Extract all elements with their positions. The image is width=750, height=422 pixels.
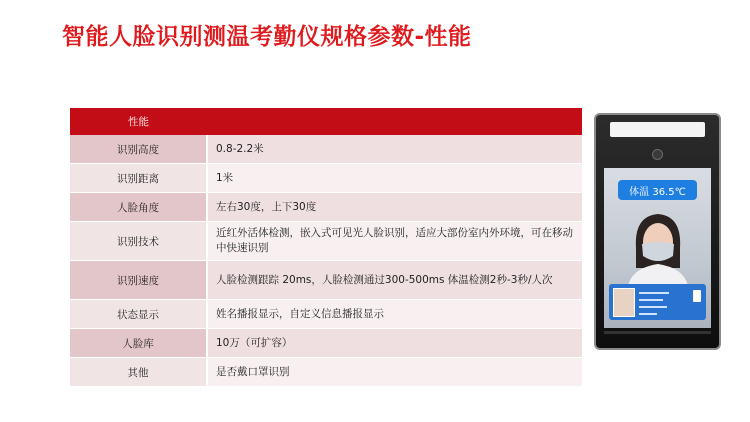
spec-key: 人脸角度 [70,193,207,222]
spec-key: 识别高度 [70,135,207,164]
spec-value: 人脸检测跟踪 20ms，人脸检测通过300-500ms 体温检测2秒-3秒/人次 [207,261,582,300]
check-icon [693,290,701,302]
face-photo [626,208,690,286]
spec-key: 识别距离 [70,164,207,193]
device-image [594,113,721,350]
table-row [70,358,582,387]
table-row [70,261,582,300]
spec-key: 人脸库 [70,329,207,358]
table-row [70,164,582,193]
spec-table [70,108,582,387]
device-bezel-line [604,331,711,334]
avatar [613,288,635,317]
spec-value: 近红外活体检测，嵌入式可见光人脸识别，适应大部份室内外环境，可在移动中快速识别 [207,222,582,261]
spec-value: 姓名播报显示，自定义信息播报显示 [207,300,582,329]
page-title: 智能人脸识别测温考勤仪规格参数-性能 [62,24,472,50]
table-row [70,300,582,329]
spec-key: 其他 [70,358,207,387]
table-row [70,135,582,164]
spec-key: 识别速度 [70,261,207,300]
temperature-badge: 体温 36.5℃ [618,180,697,200]
table-row [70,329,582,358]
spec-value: 左右30度，上下30度 [207,193,582,222]
spec-key: 识别技术 [70,222,207,261]
header-key: 性能 [70,108,207,135]
sensor-panel [610,122,705,137]
table-row [70,193,582,222]
table-row [70,222,582,261]
spec-value: 0.8-2.2米 [207,135,582,164]
header-value [207,108,582,135]
spec-value: 10万（可扩容） [207,329,582,358]
spec-key: 状态显示 [70,300,207,329]
spec-value: 是否戴口罩识别 [207,358,582,387]
camera-icon [652,149,663,160]
device-screen [604,168,711,328]
table-header-row [70,108,582,135]
spec-value: 1米 [207,164,582,193]
recognition-card [609,284,706,320]
